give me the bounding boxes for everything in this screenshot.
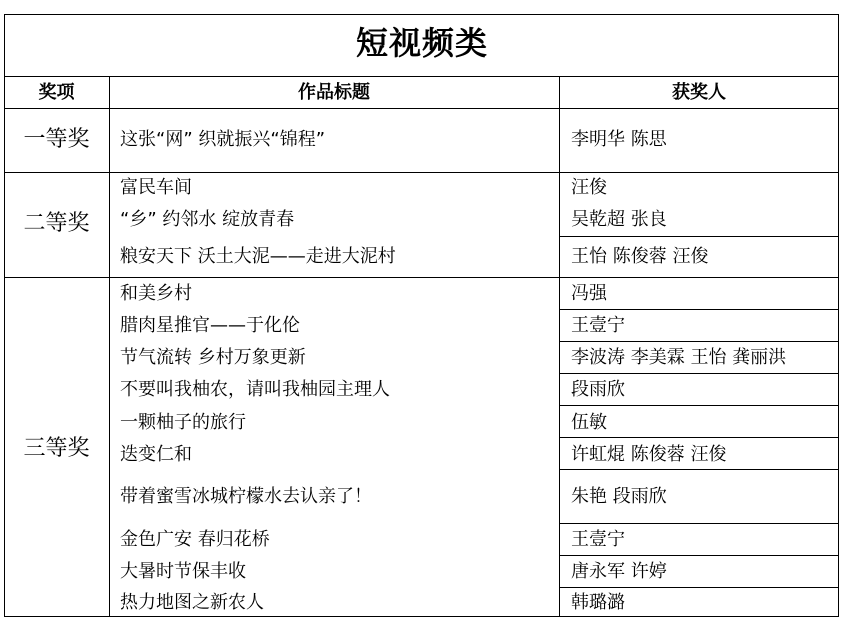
work-title: 腊肉星推官——于化伦 [120, 315, 300, 336]
winner-names: 王壹宁 [571, 315, 625, 336]
table-border-top [4, 14, 839, 15]
work-title: 不要叫我柚农，请叫我柚园主理人 [120, 379, 390, 400]
table-border-bottom [4, 616, 839, 617]
row-divider [559, 373, 839, 374]
row-divider [559, 587, 839, 588]
winner-names: 朱艳 段雨欣 [571, 486, 667, 507]
header-divider [4, 108, 839, 109]
header-title: 作品标题 [298, 82, 370, 103]
winner-names: 冯强 [571, 283, 607, 304]
winner-names: 许虹焜 陈俊蓉 汪俊 [571, 444, 727, 465]
table-border-right [838, 14, 839, 617]
table-border-left [4, 14, 5, 617]
work-title: “乡” 约邻水 绽放青春 [120, 209, 295, 230]
award-level-third: 三等奖 [23, 436, 90, 461]
row-divider [559, 341, 839, 342]
row-divider [559, 236, 839, 237]
work-title: 富民车间 [120, 177, 192, 198]
work-title: 热力地图之新农人 [120, 592, 264, 613]
winner-names: 王怡 陈俊蓉 汪俊 [571, 246, 709, 267]
winner-names: 唐永军 许婷 [571, 561, 667, 582]
winner-names: 段雨欣 [571, 379, 625, 400]
row-divider [559, 523, 839, 524]
work-title: 一颗柚子的旅行 [120, 412, 246, 433]
table-title: 短视频类 [355, 24, 488, 62]
group-divider [4, 277, 839, 278]
winner-names: 王壹宁 [571, 529, 625, 550]
winner-names: 李明华 陈思 [571, 129, 667, 150]
work-title: 带着蜜雪冰城柠檬水去认亲了！ [120, 486, 372, 507]
title-divider [4, 76, 839, 77]
work-title: 大暑时节保丰收 [120, 561, 246, 582]
row-divider [559, 405, 839, 406]
work-title: 和美乡村 [120, 283, 192, 304]
winner-names: 吴乾超 张良 [571, 209, 667, 230]
work-title: 节气流转 乡村万象更新 [120, 347, 306, 368]
row-divider [559, 555, 839, 556]
winner-names: 伍敏 [571, 412, 607, 433]
work-title: 粮安天下 沃土大泥——走进大泥村 [120, 246, 396, 267]
winner-names: 汪俊 [571, 177, 607, 198]
award-level-second: 二等奖 [23, 211, 90, 236]
winner-names: 李波涛 李美霖 王怡 龚丽洪 [571, 347, 787, 368]
column-divider-2 [559, 76, 560, 617]
winner-names: 韩璐潞 [571, 592, 625, 613]
column-divider-1 [109, 76, 110, 617]
award-level-first: 一等奖 [23, 127, 90, 152]
header-winners: 获奖人 [672, 82, 726, 103]
work-title: 迭变仁和 [120, 444, 192, 465]
row-divider [559, 437, 839, 438]
work-title: 金色广安 春归花桥 [120, 529, 270, 550]
row-divider [559, 309, 839, 310]
row-divider [559, 469, 839, 470]
work-title: 这张“网” 织就振兴“锦程” [120, 129, 326, 150]
header-award: 奖项 [38, 82, 75, 103]
group-divider [4, 172, 839, 173]
